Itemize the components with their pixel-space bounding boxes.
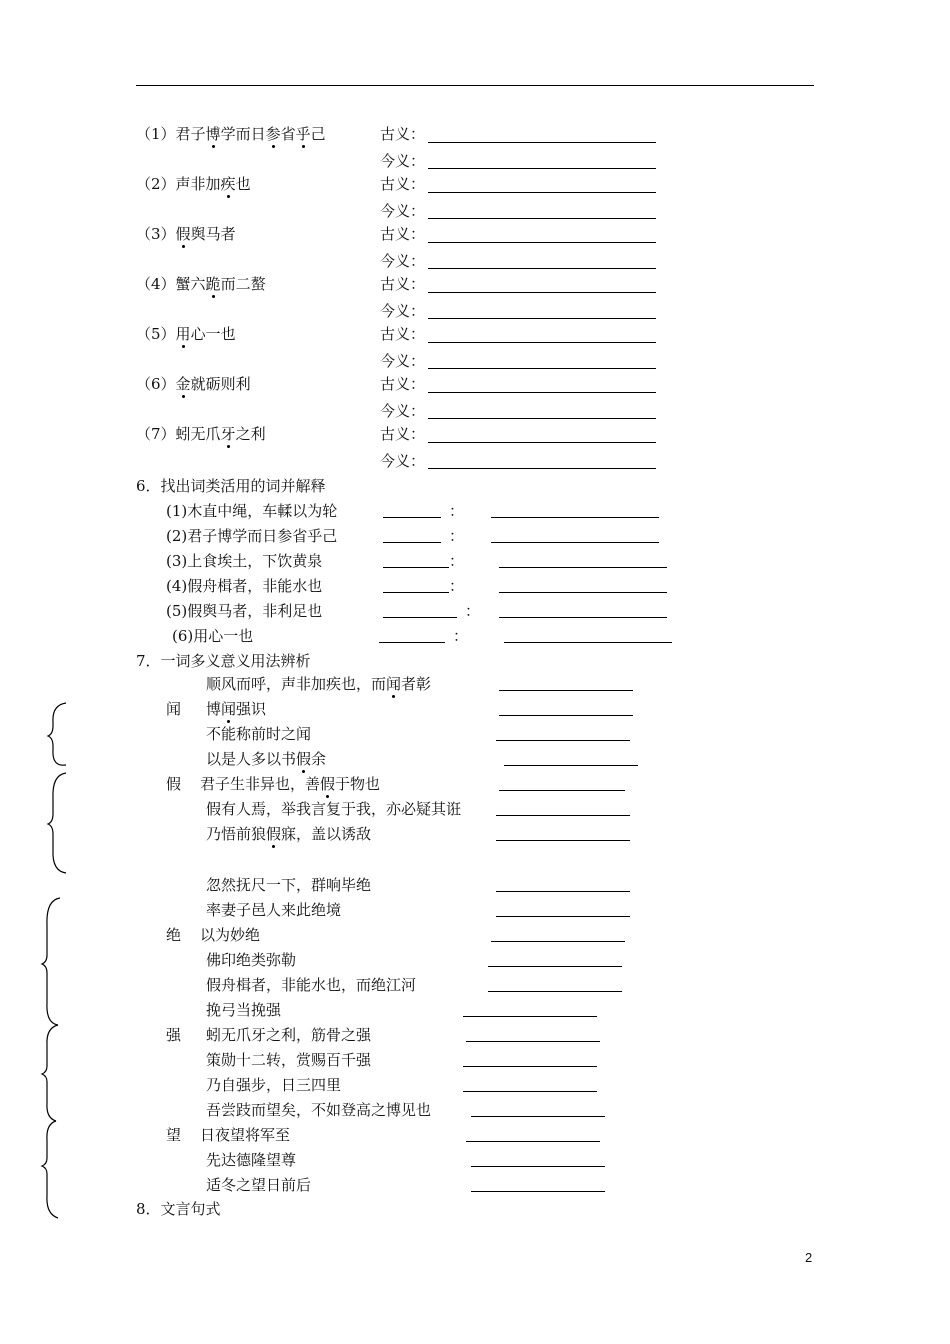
s6-item-1: (1)木直中绳，车輮以为轮 <box>166 502 338 520</box>
s7-sentence-wang-3: 先达德隆望尊 <box>206 1151 297 1169</box>
s7-word-jue: 绝 <box>166 926 182 944</box>
s6-colon-5: ： <box>465 602 481 620</box>
s5-item-7: （7）蚓无爪牙之利 <box>136 425 266 443</box>
s6-colon-6: ： <box>453 627 469 645</box>
s6-colon-2: ： <box>449 527 465 545</box>
section7-heading: 7．一词多义意义用法辨析 <box>136 652 311 670</box>
s6-item-3: (3)上食埃土，下饮黄泉 <box>166 552 323 570</box>
gu-label-6: 古义： <box>380 375 426 393</box>
jin-label-4: 今义： <box>380 302 426 320</box>
gu-label-7: 古义： <box>380 425 426 443</box>
brace-jia <box>48 773 66 873</box>
s7-sentence-jue-2: 率妻子邑人来此绝境 <box>206 901 342 919</box>
jin-label-3: 今义： <box>380 252 426 270</box>
s5-item-2: （2）声非加疾也 <box>136 175 251 193</box>
s5-item-3: （3）假舆马者 <box>136 225 236 243</box>
gu-label-5: 古义： <box>380 325 426 343</box>
s6-item-2: (2)君子博学而日参省乎己 <box>166 527 338 545</box>
jin-label-1: 今义： <box>380 152 426 170</box>
gu-label-2: 古义： <box>380 175 426 193</box>
brace-wang <box>42 1121 58 1218</box>
gu-label-1: 古义： <box>380 125 426 143</box>
s7-word-wang: 望 <box>166 1126 182 1144</box>
s6-colon-4: ： <box>449 577 465 595</box>
s7-sentence-qiang-2: 蚓无爪牙之利，筋骨之强 <box>206 1026 372 1044</box>
s6-item-4: (4)假舟楫者，非能水也 <box>166 577 323 595</box>
s7-sentence-wang-1: 吾尝跂而望矣，不如登高之博见也 <box>206 1101 432 1119</box>
s6-item-5: (5)假舆马者，非利足也 <box>166 602 323 620</box>
section6-heading: 6．找出词类活用的词并解释 <box>136 477 326 495</box>
jin-label-5: 今义： <box>380 352 426 370</box>
s7-sentence-jia-3: 乃悟前狼假寐，盖以诱敌 <box>206 825 372 843</box>
s7-sentence-wen-3: 不能称前时之闻 <box>206 725 312 743</box>
jin-label-6: 今义： <box>380 402 426 420</box>
s7-sentence-wen-4: 以是人多以书假余 <box>206 750 327 768</box>
s7-word-qiang: 强 <box>166 1026 182 1044</box>
page-number: 2 <box>805 1250 813 1265</box>
s7-sentence-wen-2: 博闻强识 <box>206 700 267 718</box>
s5-item-6: （6）金就砺则利 <box>136 375 251 393</box>
s7-sentence-qiang-1: 挽弓当挽强 <box>206 1001 282 1019</box>
gu-label-3: 古义： <box>380 225 426 243</box>
brace-qiang <box>42 1025 58 1121</box>
s5-item-5: （5）用心一也 <box>136 325 236 343</box>
s6-colon-1: ： <box>449 502 465 520</box>
s7-sentence-wen-1: 顺风而呼，声非加疾也，而闻者彰 <box>206 675 432 693</box>
s7-sentence-jia-2: 假有人焉，举我言复于我，亦必疑其诳 <box>206 800 462 818</box>
s5-item-4: （4）蟹六跪而二螯 <box>136 275 266 293</box>
s6-item-6: (6)用心一也 <box>172 627 254 645</box>
s7-sentence-qiang-4: 乃自强步，日三四里 <box>206 1076 342 1094</box>
s7-sentence-wang-2: 日夜望将军至 <box>200 1126 291 1144</box>
brace-wen <box>48 703 66 765</box>
s6-colon-3: ： <box>449 552 465 570</box>
s7-sentence-jue-4: 佛印绝类弥勒 <box>206 951 297 969</box>
gu-label-4: 古义： <box>380 275 426 293</box>
s7-word-jia: 假 <box>166 775 182 793</box>
section8-heading: 8．文言句式 <box>136 1200 221 1218</box>
s7-sentence-wang-4: 适冬之望日前后 <box>206 1176 312 1194</box>
s7-word-wen: 闻 <box>166 700 182 718</box>
s7-sentence-jue-5: 假舟楫者，非能水也，而绝江河 <box>206 976 417 994</box>
s7-sentence-jia-1: 君子生非异也，善假于物也 <box>200 775 381 793</box>
s5-item-1: （1）君子博学而日参省乎己 <box>136 125 326 143</box>
brace-jue <box>42 898 60 1025</box>
s7-sentence-qiang-3: 策勋十二转，赏赐百千强 <box>206 1051 372 1069</box>
s7-sentence-jue-1: 忽然抚尺一下，群响毕绝 <box>206 876 372 894</box>
jin-label-7: 今义： <box>380 452 426 470</box>
jin-label-2: 今义： <box>380 202 426 220</box>
s7-sentence-jue-3: 以为妙绝 <box>200 926 261 944</box>
